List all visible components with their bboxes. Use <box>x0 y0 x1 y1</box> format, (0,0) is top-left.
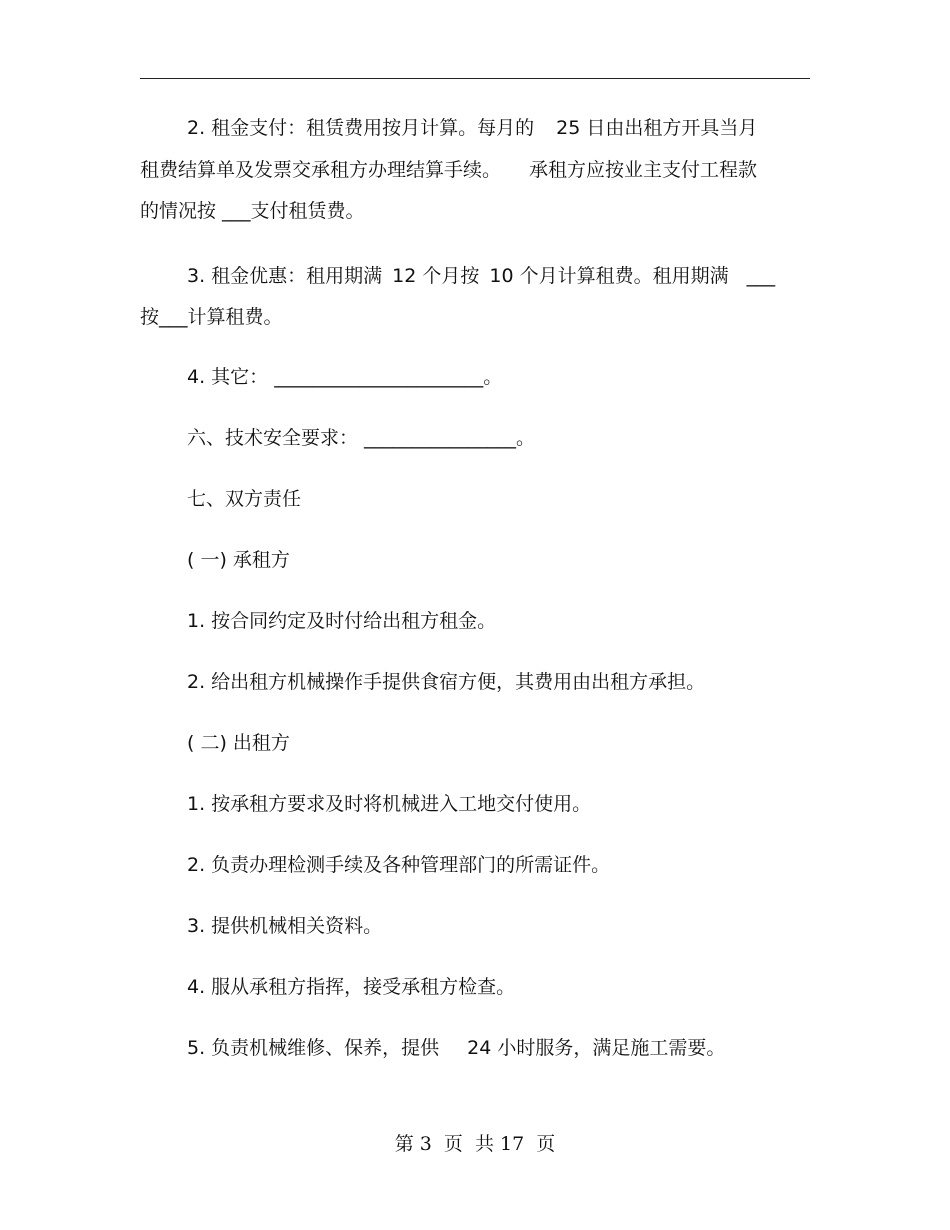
service-text: 5. 负责机械维修、保养，提供 <box>187 1037 440 1059</box>
lessee-heading: ( 一) 承租方 <box>187 549 290 571</box>
header-rule <box>140 78 810 79</box>
rent-payment-line-2 <box>140 150 810 190</box>
rent-payment-text: 2. 租金支付：租赁费用按月计算。每月的 <box>187 117 535 139</box>
rent-payment-lessee: 承租方应按业主支付工程款 <box>529 159 758 181</box>
rent-payment-line-1 <box>140 108 810 148</box>
rent-payment-line-3: 的情况按 ___支付租赁费。 <box>140 200 365 222</box>
lessor-item-2: 2. 负责办理检测手续及各种管理部门的所需证件。 <box>187 854 611 876</box>
rent-discount-blank: ___ <box>746 265 776 287</box>
rent-discount-line-2: 按___计算租费。 <box>140 306 283 328</box>
page-number-footer: 第 3 页 共 17 页 <box>394 1133 556 1155</box>
lessor-item-1: 1. 按承租方要求及时将机械进入工地交付使用。 <box>187 793 592 815</box>
duties-heading: 七、双方责任 <box>187 488 302 510</box>
lessee-item-1: 1. 按合同约定及时付给出租方租金。 <box>187 610 497 632</box>
lessor-item-4: 4. 服从承租方指挥，接受承租方检查。 <box>187 976 516 998</box>
other-item: 4. 其它： ______________________。 <box>187 366 503 388</box>
rent-discount-months: 12 个月按 <box>392 265 480 287</box>
rent-discount-calc: 10 个月计算租费。租用期满 <box>489 265 729 287</box>
lessor-item-5 <box>140 1028 810 1068</box>
lessor-heading: ( 二) 出租方 <box>187 732 290 754</box>
rent-payment-day: 25 日由出租方开具当月 <box>556 117 758 139</box>
service-hours: 24 小时服务，满足施工需要。 <box>467 1037 726 1059</box>
lessee-item-2: 2. 给出租方机械操作手提供食宿方便，其费用由出租方承担。 <box>187 671 706 693</box>
rent-discount-line-1 <box>140 256 810 296</box>
lessor-item-3: 3. 提供机械相关资料。 <box>187 915 383 937</box>
rent-payment-settlement: 租费结算单及发票交承租方办理结算手续。 <box>140 159 502 181</box>
tech-safety-heading: 六、技术安全要求： ________________。 <box>187 427 536 449</box>
rent-discount-text: 3. 租金优惠：租用期满 <box>187 265 383 287</box>
